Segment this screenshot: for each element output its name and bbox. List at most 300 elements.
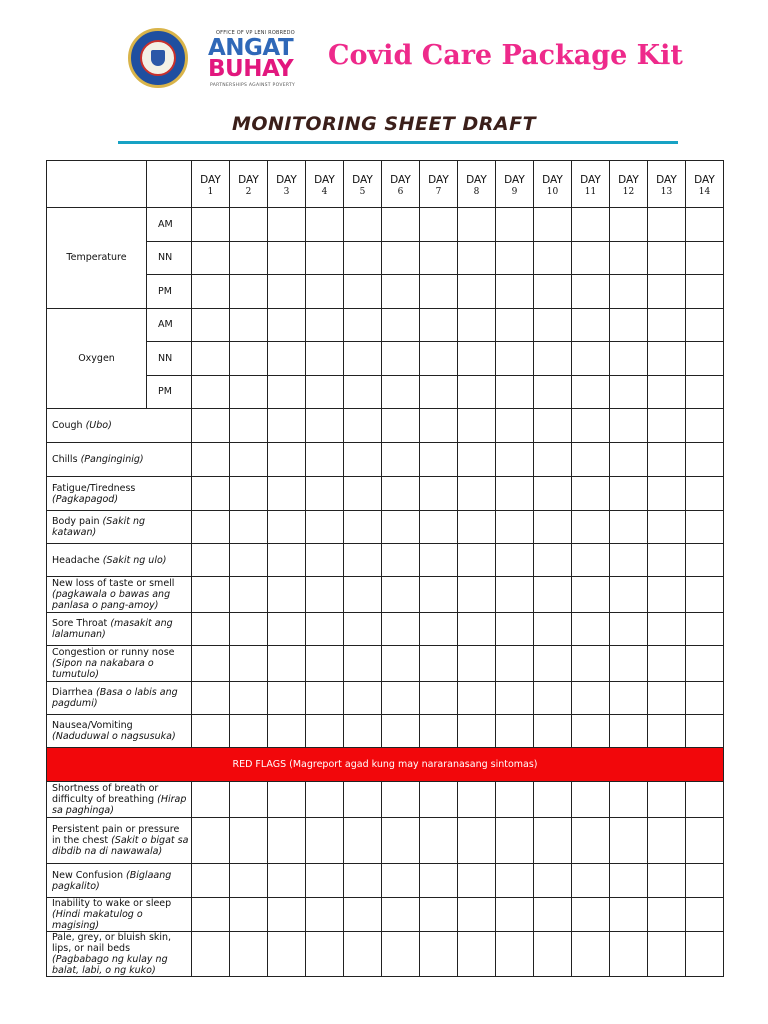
entry-cell[interactable] — [382, 477, 420, 511]
entry-cell[interactable] — [534, 682, 572, 715]
entry-cell[interactable] — [458, 715, 496, 748]
entry-cell[interactable] — [306, 782, 344, 818]
entry-cell[interactable] — [344, 646, 382, 682]
entry-cell[interactable] — [382, 898, 420, 932]
entry-cell[interactable] — [268, 208, 306, 242]
entry-cell[interactable] — [192, 864, 230, 898]
entry-cell[interactable] — [686, 375, 724, 409]
entry-cell[interactable] — [648, 864, 686, 898]
entry-cell[interactable] — [534, 544, 572, 577]
entry-cell[interactable] — [230, 932, 268, 977]
entry-cell[interactable] — [686, 308, 724, 342]
entry-cell[interactable] — [192, 682, 230, 715]
entry-cell[interactable] — [534, 409, 572, 443]
entry-cell[interactable] — [534, 577, 572, 613]
entry-cell[interactable] — [686, 613, 724, 646]
entry-cell[interactable] — [192, 511, 230, 544]
entry-cell[interactable] — [496, 715, 534, 748]
entry-cell[interactable] — [610, 715, 648, 748]
entry-cell[interactable] — [496, 342, 534, 376]
entry-cell[interactable] — [382, 577, 420, 613]
entry-cell[interactable] — [496, 544, 534, 577]
entry-cell[interactable] — [306, 932, 344, 977]
entry-cell[interactable] — [534, 208, 572, 242]
entry-cell[interactable] — [648, 818, 686, 864]
entry-cell[interactable] — [610, 818, 648, 864]
entry-cell[interactable] — [268, 898, 306, 932]
entry-cell[interactable] — [192, 443, 230, 477]
entry-cell[interactable] — [306, 715, 344, 748]
entry-cell[interactable] — [686, 646, 724, 682]
entry-cell[interactable] — [268, 375, 306, 409]
entry-cell[interactable] — [382, 932, 420, 977]
entry-cell[interactable] — [306, 443, 344, 477]
entry-cell[interactable] — [572, 715, 610, 748]
entry-cell[interactable] — [610, 342, 648, 376]
entry-cell[interactable] — [344, 208, 382, 242]
entry-cell[interactable] — [686, 682, 724, 715]
entry-cell[interactable] — [230, 898, 268, 932]
entry-cell[interactable] — [268, 932, 306, 977]
entry-cell[interactable] — [458, 409, 496, 443]
entry-cell[interactable] — [420, 682, 458, 715]
entry-cell[interactable] — [192, 409, 230, 443]
entry-cell[interactable] — [382, 715, 420, 748]
entry-cell[interactable] — [344, 511, 382, 544]
entry-cell[interactable] — [344, 409, 382, 443]
symptom-english: Diarrhea — [52, 687, 93, 698]
entry-cell[interactable] — [268, 613, 306, 646]
entry-cell[interactable] — [230, 682, 268, 715]
entry-cell[interactable] — [420, 308, 458, 342]
entry-cell[interactable] — [648, 477, 686, 511]
entry-cell[interactable] — [534, 898, 572, 932]
entry-cell[interactable] — [420, 715, 458, 748]
entry-cell[interactable] — [268, 308, 306, 342]
entry-cell[interactable] — [306, 646, 344, 682]
entry-cell[interactable] — [306, 375, 344, 409]
entry-cell[interactable] — [610, 511, 648, 544]
entry-cell[interactable] — [496, 241, 534, 275]
entry-cell[interactable] — [496, 275, 534, 309]
entry-cell[interactable] — [230, 375, 268, 409]
entry-cell[interactable] — [306, 308, 344, 342]
entry-cell[interactable] — [382, 864, 420, 898]
entry-cell[interactable] — [344, 932, 382, 977]
entry-cell[interactable] — [648, 682, 686, 715]
entry-cell[interactable] — [306, 409, 344, 443]
entry-cell[interactable] — [686, 511, 724, 544]
entry-cell[interactable] — [344, 241, 382, 275]
entry-cell[interactable] — [382, 511, 420, 544]
entry-cell[interactable] — [420, 932, 458, 977]
entry-cell[interactable] — [306, 241, 344, 275]
entry-cell[interactable] — [686, 409, 724, 443]
entry-cell[interactable] — [648, 577, 686, 613]
entry-cell[interactable] — [610, 208, 648, 242]
entry-cell[interactable] — [382, 613, 420, 646]
entry-cell[interactable] — [496, 932, 534, 977]
entry-cell[interactable] — [344, 818, 382, 864]
entry-cell[interactable] — [534, 375, 572, 409]
entry-cell[interactable] — [230, 646, 268, 682]
entry-cell[interactable] — [382, 275, 420, 309]
entry-cell[interactable] — [572, 208, 610, 242]
entry-cell[interactable] — [192, 275, 230, 309]
entry-cell[interactable] — [458, 544, 496, 577]
entry-cell[interactable] — [192, 477, 230, 511]
entry-cell[interactable] — [382, 646, 420, 682]
entry-cell[interactable] — [496, 375, 534, 409]
entry-cell[interactable] — [230, 544, 268, 577]
entry-cell[interactable] — [268, 544, 306, 577]
entry-cell[interactable] — [458, 577, 496, 613]
entry-cell[interactable] — [344, 544, 382, 577]
entry-cell[interactable] — [534, 477, 572, 511]
entry-cell[interactable] — [496, 782, 534, 818]
symptom-label — [47, 715, 192, 748]
entry-cell[interactable] — [344, 782, 382, 818]
entry-cell[interactable] — [230, 342, 268, 376]
entry-cell[interactable] — [648, 409, 686, 443]
entry-cell[interactable] — [534, 443, 572, 477]
entry-cell[interactable] — [458, 898, 496, 932]
entry-cell[interactable] — [648, 782, 686, 818]
entry-cell[interactable] — [344, 308, 382, 342]
entry-cell[interactable] — [382, 782, 420, 818]
entry-cell[interactable] — [230, 511, 268, 544]
entry-cell[interactable] — [648, 342, 686, 376]
entry-cell[interactable] — [686, 208, 724, 242]
entry-cell[interactable] — [458, 818, 496, 864]
entry-cell[interactable] — [686, 715, 724, 748]
entry-cell[interactable] — [458, 275, 496, 309]
entry-cell[interactable] — [420, 818, 458, 864]
entry-cell[interactable] — [610, 308, 648, 342]
entry-cell[interactable] — [344, 715, 382, 748]
entry-cell[interactable] — [192, 342, 230, 376]
entry-cell[interactable] — [306, 682, 344, 715]
entry-cell[interactable] — [230, 715, 268, 748]
entry-cell[interactable] — [192, 208, 230, 242]
entry-cell[interactable] — [534, 613, 572, 646]
entry-cell[interactable] — [534, 241, 572, 275]
red-flag-row — [47, 782, 724, 818]
entry-cell[interactable] — [458, 241, 496, 275]
entry-cell[interactable] — [496, 409, 534, 443]
entry-cell[interactable] — [230, 241, 268, 275]
entry-cell[interactable] — [648, 898, 686, 932]
entry-cell[interactable] — [648, 308, 686, 342]
entry-cell[interactable] — [610, 443, 648, 477]
entry-cell[interactable] — [534, 275, 572, 309]
entry-cell[interactable] — [230, 613, 268, 646]
entry-cell[interactable] — [458, 782, 496, 818]
entry-cell[interactable] — [344, 342, 382, 376]
entry-cell[interactable] — [306, 208, 344, 242]
entry-cell[interactable] — [534, 511, 572, 544]
entry-cell[interactable] — [572, 864, 610, 898]
entry-cell[interactable] — [306, 477, 344, 511]
entry-cell[interactable] — [610, 275, 648, 309]
entry-cell[interactable] — [686, 275, 724, 309]
entry-cell[interactable] — [610, 864, 648, 898]
entry-cell[interactable] — [496, 208, 534, 242]
entry-cell[interactable] — [192, 577, 230, 613]
entry-cell[interactable] — [306, 818, 344, 864]
entry-cell[interactable] — [686, 477, 724, 511]
entry-cell[interactable] — [648, 932, 686, 977]
entry-cell[interactable] — [458, 932, 496, 977]
entry-cell[interactable] — [420, 477, 458, 511]
entry-cell[interactable] — [686, 898, 724, 932]
entry-cell[interactable] — [344, 613, 382, 646]
entry-cell[interactable] — [686, 544, 724, 577]
entry-cell[interactable] — [192, 715, 230, 748]
entry-cell[interactable] — [192, 818, 230, 864]
entry-cell[interactable] — [572, 241, 610, 275]
entry-cell[interactable] — [648, 544, 686, 577]
entry-cell[interactable] — [420, 342, 458, 376]
entry-cell[interactable] — [230, 443, 268, 477]
entry-cell[interactable] — [458, 511, 496, 544]
entry-cell[interactable] — [230, 864, 268, 898]
day-label: DAY — [542, 173, 563, 186]
entry-cell[interactable] — [268, 864, 306, 898]
entry-cell[interactable] — [192, 613, 230, 646]
entry-cell[interactable] — [648, 241, 686, 275]
entry-cell[interactable] — [382, 443, 420, 477]
entry-cell[interactable] — [648, 375, 686, 409]
entry-cell[interactable] — [572, 577, 610, 613]
entry-cell[interactable] — [686, 241, 724, 275]
entry-cell[interactable] — [648, 646, 686, 682]
entry-cell[interactable] — [610, 646, 648, 682]
entry-cell[interactable] — [458, 646, 496, 682]
entry-cell[interactable] — [344, 682, 382, 715]
entry-cell[interactable] — [648, 275, 686, 309]
entry-cell[interactable] — [496, 613, 534, 646]
entry-cell[interactable] — [306, 275, 344, 309]
entry-cell[interactable] — [192, 782, 230, 818]
entry-cell[interactable] — [572, 275, 610, 309]
entry-cell[interactable] — [534, 864, 572, 898]
entry-cell[interactable] — [572, 646, 610, 682]
entry-cell[interactable] — [686, 864, 724, 898]
entry-cell[interactable] — [344, 477, 382, 511]
entry-cell[interactable] — [382, 544, 420, 577]
entry-cell[interactable] — [534, 715, 572, 748]
entry-cell[interactable] — [686, 782, 724, 818]
entry-cell[interactable] — [268, 409, 306, 443]
entry-cell[interactable] — [458, 443, 496, 477]
entry-cell[interactable] — [306, 577, 344, 613]
entry-cell[interactable] — [230, 577, 268, 613]
entry-cell[interactable] — [268, 646, 306, 682]
entry-cell[interactable] — [420, 646, 458, 682]
entry-cell[interactable] — [686, 577, 724, 613]
entry-cell[interactable] — [610, 375, 648, 409]
entry-cell[interactable] — [458, 375, 496, 409]
entry-cell[interactable] — [420, 613, 458, 646]
entry-cell[interactable] — [344, 898, 382, 932]
entry-cell[interactable] — [192, 308, 230, 342]
entry-cell[interactable] — [572, 898, 610, 932]
entry-cell[interactable] — [496, 577, 534, 613]
vital-row — [47, 275, 724, 309]
entry-cell[interactable] — [648, 511, 686, 544]
entry-cell[interactable] — [610, 241, 648, 275]
entry-cell[interactable] — [572, 443, 610, 477]
entry-cell[interactable] — [458, 208, 496, 242]
entry-cell[interactable] — [306, 898, 344, 932]
entry-cell[interactable] — [382, 682, 420, 715]
entry-cell[interactable] — [610, 613, 648, 646]
entry-cell[interactable] — [610, 782, 648, 818]
entry-cell[interactable] — [648, 613, 686, 646]
entry-cell[interactable] — [382, 241, 420, 275]
entry-cell[interactable] — [192, 241, 230, 275]
entry-cell[interactable] — [686, 932, 724, 977]
entry-cell[interactable] — [306, 511, 344, 544]
entry-cell[interactable] — [268, 241, 306, 275]
entry-cell[interactable] — [458, 682, 496, 715]
entry-cell[interactable] — [572, 409, 610, 443]
entry-cell[interactable] — [610, 682, 648, 715]
entry-cell[interactable] — [610, 932, 648, 977]
entry-cell[interactable] — [610, 477, 648, 511]
entry-cell[interactable] — [648, 208, 686, 242]
entry-cell[interactable] — [306, 342, 344, 376]
entry-cell[interactable] — [572, 613, 610, 646]
entry-cell[interactable] — [420, 443, 458, 477]
entry-cell[interactable] — [458, 864, 496, 898]
entry-cell[interactable] — [458, 308, 496, 342]
entry-cell[interactable] — [306, 613, 344, 646]
entry-cell[interactable] — [306, 864, 344, 898]
entry-cell[interactable] — [496, 308, 534, 342]
entry-cell[interactable] — [686, 342, 724, 376]
entry-cell[interactable] — [344, 864, 382, 898]
entry-cell[interactable] — [572, 544, 610, 577]
entry-cell[interactable] — [610, 898, 648, 932]
entry-cell[interactable] — [382, 375, 420, 409]
entry-cell[interactable] — [610, 577, 648, 613]
entry-cell[interactable] — [420, 864, 458, 898]
entry-cell[interactable] — [230, 308, 268, 342]
entry-cell[interactable] — [382, 818, 420, 864]
entry-cell[interactable] — [268, 682, 306, 715]
entry-cell[interactable] — [572, 782, 610, 818]
entry-cell[interactable] — [572, 308, 610, 342]
entry-cell[interactable] — [534, 308, 572, 342]
entry-cell[interactable] — [268, 342, 306, 376]
entry-cell[interactable] — [496, 646, 534, 682]
entry-cell[interactable] — [230, 477, 268, 511]
symptom-english: Inability to wake or sleep — [52, 898, 172, 909]
entry-cell[interactable] — [458, 342, 496, 376]
entry-cell[interactable] — [268, 443, 306, 477]
entry-cell[interactable] — [420, 898, 458, 932]
entry-cell[interactable] — [230, 782, 268, 818]
entry-cell[interactable] — [496, 898, 534, 932]
entry-cell[interactable] — [268, 577, 306, 613]
entry-cell[interactable] — [534, 932, 572, 977]
entry-cell[interactable] — [572, 342, 610, 376]
entry-cell[interactable] — [496, 477, 534, 511]
entry-cell[interactable] — [344, 275, 382, 309]
entry-cell[interactable] — [420, 577, 458, 613]
entry-cell[interactable] — [610, 544, 648, 577]
entry-cell[interactable] — [382, 208, 420, 242]
entry-cell[interactable] — [192, 375, 230, 409]
entry-cell[interactable] — [420, 544, 458, 577]
entry-cell[interactable] — [268, 511, 306, 544]
entry-cell[interactable] — [572, 932, 610, 977]
entry-cell[interactable] — [420, 208, 458, 242]
entry-cell[interactable] — [572, 375, 610, 409]
entry-cell[interactable] — [192, 646, 230, 682]
entry-cell[interactable] — [344, 443, 382, 477]
entry-cell[interactable] — [230, 818, 268, 864]
entry-cell[interactable] — [534, 646, 572, 682]
entry-cell[interactable] — [572, 818, 610, 864]
entry-cell[interactable] — [268, 275, 306, 309]
entry-cell[interactable] — [572, 682, 610, 715]
entry-cell[interactable] — [686, 818, 724, 864]
entry-cell[interactable] — [268, 477, 306, 511]
entry-cell[interactable] — [686, 443, 724, 477]
entry-cell[interactable] — [458, 477, 496, 511]
entry-cell[interactable] — [344, 375, 382, 409]
entry-cell[interactable] — [230, 409, 268, 443]
entry-cell[interactable] — [306, 544, 344, 577]
entry-cell[interactable] — [496, 818, 534, 864]
entry-cell[interactable] — [268, 782, 306, 818]
entry-cell[interactable] — [496, 864, 534, 898]
entry-cell[interactable] — [420, 511, 458, 544]
entry-cell[interactable] — [572, 477, 610, 511]
entry-cell[interactable] — [610, 409, 648, 443]
entry-cell[interactable] — [192, 898, 230, 932]
entry-cell[interactable] — [534, 342, 572, 376]
entry-cell[interactable] — [268, 715, 306, 748]
entry-cell[interactable] — [572, 511, 610, 544]
entry-cell[interactable] — [382, 342, 420, 376]
entry-cell[interactable] — [458, 613, 496, 646]
entry-cell[interactable] — [192, 932, 230, 977]
entry-cell[interactable] — [420, 782, 458, 818]
entry-cell[interactable] — [420, 241, 458, 275]
entry-cell[interactable] — [648, 715, 686, 748]
entry-cell[interactable] — [344, 577, 382, 613]
entry-cell[interactable] — [230, 275, 268, 309]
entry-cell[interactable] — [496, 511, 534, 544]
entry-cell[interactable] — [534, 818, 572, 864]
entry-cell[interactable] — [382, 308, 420, 342]
entry-cell[interactable] — [268, 818, 306, 864]
entry-cell[interactable] — [496, 443, 534, 477]
entry-cell[interactable] — [496, 682, 534, 715]
entry-cell[interactable] — [648, 443, 686, 477]
entry-cell[interactable] — [534, 782, 572, 818]
entry-cell[interactable] — [382, 409, 420, 443]
entry-cell[interactable] — [420, 275, 458, 309]
entry-cell[interactable] — [420, 409, 458, 443]
entry-cell[interactable] — [192, 544, 230, 577]
entry-cell[interactable] — [420, 375, 458, 409]
entry-cell[interactable] — [230, 208, 268, 242]
